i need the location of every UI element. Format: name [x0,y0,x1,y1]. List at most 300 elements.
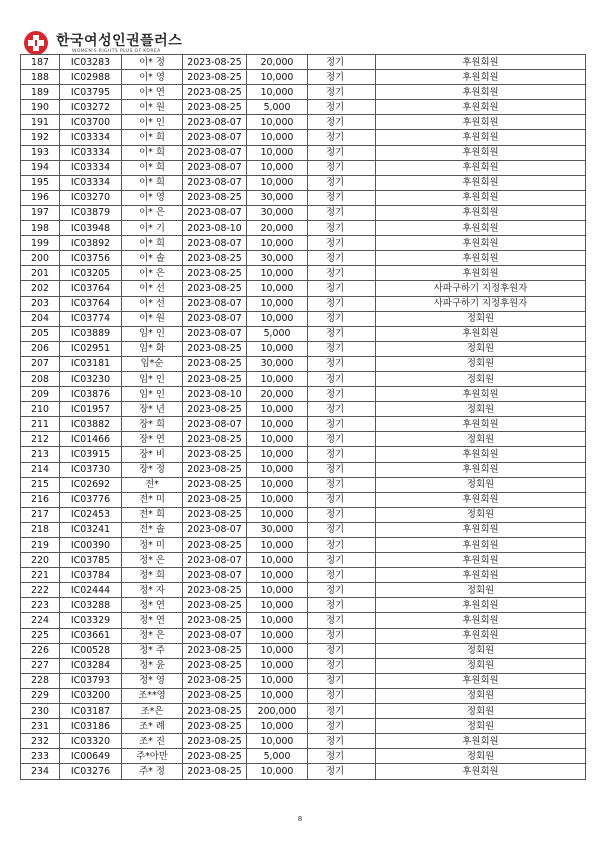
row-number-cell: 229 [21,688,60,703]
member-name-cell: 조* 례 [122,719,183,734]
row-number-cell: 200 [21,251,60,266]
donation-date-cell: 2023-08-25 [183,70,247,85]
donation-date-cell: 2023-08-07 [183,205,247,220]
member-name-cell: 정* 은 [122,553,183,568]
member-name-cell: 이* 원 [122,311,183,326]
donation-type-cell: 정기 [308,507,376,522]
member-id-cell: IC02692 [60,477,122,492]
donation-type-cell: 정기 [308,205,376,220]
donation-amount-cell: 10,000 [247,175,308,190]
row-number-cell: 195 [21,175,60,190]
member-category-cell: 정회원 [376,477,586,492]
member-id-cell: IC02988 [60,70,122,85]
table-row [21,749,586,764]
row-number-cell: 201 [21,266,60,281]
member-name-cell: 이* 희 [122,130,183,145]
row-number-cell: 221 [21,568,60,583]
donation-type-cell: 정기 [308,341,376,356]
member-id-cell: IC03205 [60,266,122,281]
donation-amount-cell: 10,000 [247,492,308,507]
table-row [21,673,586,688]
table-row [21,100,586,115]
member-id-cell: IC03270 [60,190,122,205]
donation-type-cell: 정기 [308,326,376,341]
member-id-cell: IC03882 [60,417,122,432]
donation-type-cell: 정기 [308,281,376,296]
member-id-cell: IC03764 [60,296,122,311]
row-number-cell: 234 [21,764,60,779]
member-category-cell: 후원회원 [376,522,586,537]
row-number-cell: 191 [21,115,60,130]
donation-type-cell: 정기 [308,130,376,145]
table-row [21,221,586,236]
member-id-cell: IC03879 [60,205,122,220]
member-name-cell: 정* 연 [122,598,183,613]
row-number-cell: 193 [21,145,60,160]
member-category-cell: 정회원 [376,688,586,703]
member-category-cell: 후원회원 [376,628,586,643]
member-name-cell: 정* 미 [122,538,183,553]
donation-type-cell: 정기 [308,719,376,734]
row-number-cell: 218 [21,522,60,537]
table-row [21,522,586,537]
member-category-cell: 정회원 [376,402,586,417]
member-name-cell: 임* 인 [122,371,183,386]
member-category-cell: 정회원 [376,719,586,734]
table-row [21,658,586,673]
donation-amount-cell: 10,000 [247,115,308,130]
donation-amount-cell: 10,000 [247,341,308,356]
donation-date-cell: 2023-08-25 [183,190,247,205]
row-number-cell: 202 [21,281,60,296]
row-number-cell: 192 [21,130,60,145]
donation-type-cell: 정기 [308,221,376,236]
donation-date-cell: 2023-08-25 [183,749,247,764]
member-category-cell: 후원회원 [376,417,586,432]
member-category-cell: 후원회원 [376,492,586,507]
row-number-cell: 222 [21,583,60,598]
donation-amount-cell: 30,000 [247,190,308,205]
table-row [21,387,586,402]
row-number-cell: 228 [21,673,60,688]
table-row [21,236,586,251]
donation-date-cell: 2023-08-25 [183,598,247,613]
member-id-cell: IC03948 [60,221,122,236]
donation-date-cell: 2023-08-25 [183,266,247,281]
donation-date-cell: 2023-08-25 [183,356,247,371]
table-row [21,311,586,326]
row-number-cell: 215 [21,477,60,492]
donation-date-cell: 2023-08-25 [183,658,247,673]
donation-amount-cell: 5,000 [247,326,308,341]
donation-date-cell: 2023-08-25 [183,688,247,703]
row-number-cell: 206 [21,341,60,356]
donation-amount-cell: 10,000 [247,553,308,568]
donation-type-cell: 정기 [308,115,376,130]
member-id-cell: IC03276 [60,764,122,779]
donation-amount-cell: 20,000 [247,55,308,70]
logo-subtext: WOMEN'S RIGHTS PLUS OF KOREA [72,49,161,54]
donation-type-cell: 정기 [308,492,376,507]
member-id-cell: IC03334 [60,160,122,175]
donation-type-cell: 정기 [308,447,376,462]
donation-amount-cell: 10,000 [247,583,308,598]
member-name-cell: 이* 희 [122,236,183,251]
donation-date-cell: 2023-08-07 [183,236,247,251]
member-name-cell: 정* 은 [122,628,183,643]
donation-date-cell: 2023-08-25 [183,447,247,462]
member-category-cell: 후원회원 [376,190,586,205]
member-name-cell: 임*순 [122,356,183,371]
donation-date-cell: 2023-08-25 [183,432,247,447]
donation-type-cell: 정기 [308,251,376,266]
donation-amount-cell: 10,000 [247,85,308,100]
member-name-cell: 장* 희 [122,417,183,432]
member-category-cell: 후원회원 [376,553,586,568]
donation-type-cell: 정기 [308,734,376,749]
donation-type-cell: 정기 [308,583,376,598]
member-name-cell: 장* 년 [122,402,183,417]
row-number-cell: 190 [21,100,60,115]
donation-type-cell: 정기 [308,236,376,251]
member-name-cell: 전* 미 [122,492,183,507]
member-category-cell: 후원회원 [376,387,586,402]
member-name-cell: 조* 진 [122,734,183,749]
member-category-cell: 후원회원 [376,462,586,477]
member-category-cell: 정회원 [376,658,586,673]
member-category-cell: 정회원 [376,356,586,371]
member-id-cell: IC03764 [60,281,122,296]
member-category-cell: 정회원 [376,311,586,326]
member-category-cell: 후원회원 [376,100,586,115]
table-row [21,356,586,371]
member-id-cell: IC03876 [60,387,122,402]
member-name-cell: 정* 주 [122,643,183,658]
donation-type-cell: 정기 [308,432,376,447]
member-name-cell: 이* 영 [122,70,183,85]
donation-amount-cell: 20,000 [247,387,308,402]
member-id-cell: IC03334 [60,175,122,190]
donation-type-cell: 정기 [308,145,376,160]
table-row [21,764,586,779]
row-number-cell: 207 [21,356,60,371]
row-number-cell: 210 [21,402,60,417]
member-name-cell: 전* 희 [122,507,183,522]
member-category-cell: 후원회원 [376,175,586,190]
member-id-cell: IC01466 [60,432,122,447]
donation-type-cell: 정기 [308,356,376,371]
member-name-cell: 이* 인 [122,115,183,130]
table-row [21,447,586,462]
member-category-cell: 사파구하기 지정후원자 [376,281,586,296]
member-category-cell: 후원회원 [376,205,586,220]
member-name-cell: 정* 영 [122,673,183,688]
member-name-cell: 주*아만 [122,749,183,764]
member-category-cell: 후원회원 [376,266,586,281]
row-number-cell: 224 [21,613,60,628]
member-name-cell: 정* 희 [122,568,183,583]
donation-type-cell: 정기 [308,160,376,175]
donation-amount-cell: 5,000 [247,749,308,764]
row-number-cell: 189 [21,85,60,100]
donation-amount-cell: 30,000 [247,356,308,371]
row-number-cell: 231 [21,719,60,734]
donation-amount-cell: 20,000 [247,221,308,236]
donation-type-cell: 정기 [308,311,376,326]
member-category-cell: 후원회원 [376,538,586,553]
member-name-cell: 정* 연 [122,613,183,628]
row-number-cell: 197 [21,205,60,220]
donation-amount-cell: 10,000 [247,417,308,432]
member-category-cell: 후원회원 [376,130,586,145]
table-row [21,704,586,719]
member-name-cell: 장* 정 [122,462,183,477]
member-id-cell: IC03334 [60,145,122,160]
donation-type-cell: 정기 [308,266,376,281]
donation-type-cell: 정기 [308,55,376,70]
donation-amount-cell: 10,000 [247,719,308,734]
donation-amount-cell: 10,000 [247,145,308,160]
table-row [21,402,586,417]
donation-date-cell: 2023-08-25 [183,402,247,417]
member-id-cell: IC03661 [60,628,122,643]
donation-date-cell: 2023-08-25 [183,462,247,477]
member-name-cell: 주* 정 [122,764,183,779]
donation-date-cell: 2023-08-07 [183,628,247,643]
member-category-cell: 정회원 [376,583,586,598]
donation-amount-cell: 10,000 [247,673,308,688]
member-id-cell: IC01957 [60,402,122,417]
donation-amount-cell: 10,000 [247,371,308,386]
row-number-cell: 226 [21,643,60,658]
donation-date-cell: 2023-08-25 [183,583,247,598]
donation-date-cell: 2023-08-07 [183,145,247,160]
donation-date-cell: 2023-08-07 [183,553,247,568]
row-number-cell: 217 [21,507,60,522]
member-id-cell: IC02444 [60,583,122,598]
member-id-cell: IC03774 [60,311,122,326]
row-number-cell: 205 [21,326,60,341]
member-category-cell: 정회원 [376,432,586,447]
donation-date-cell: 2023-08-25 [183,613,247,628]
member-name-cell: 이* 희 [122,175,183,190]
member-category-cell: 정회원 [376,341,586,356]
member-id-cell: IC03186 [60,719,122,734]
member-id-cell: IC03272 [60,100,122,115]
member-id-cell: IC00390 [60,538,122,553]
table-row [21,130,586,145]
donation-type-cell: 정기 [308,538,376,553]
member-name-cell: 이* 연 [122,85,183,100]
donation-amount-cell: 10,000 [247,236,308,251]
member-name-cell: 이* 원 [122,100,183,115]
member-category-cell: 정회원 [376,749,586,764]
donation-amount-cell: 10,000 [247,568,308,583]
donation-date-cell: 2023-08-25 [183,734,247,749]
donation-date-cell: 2023-08-07 [183,522,247,537]
table-row [21,190,586,205]
donation-date-cell: 2023-08-07 [183,296,247,311]
donation-date-cell: 2023-08-07 [183,130,247,145]
donation-date-cell: 2023-08-25 [183,492,247,507]
donation-date-cell: 2023-08-25 [183,55,247,70]
member-category-cell: 후원회원 [376,764,586,779]
member-id-cell: IC03181 [60,356,122,371]
donation-amount-cell: 200,000 [247,704,308,719]
row-number-cell: 198 [21,221,60,236]
member-category-cell: 후원회원 [376,613,586,628]
member-name-cell: 이* 은 [122,266,183,281]
row-number-cell: 209 [21,387,60,402]
donation-type-cell: 정기 [308,371,376,386]
table-row [21,432,586,447]
member-id-cell: IC03329 [60,613,122,628]
donation-date-cell: 2023-08-25 [183,85,247,100]
row-number-cell: 232 [21,734,60,749]
donation-type-cell: 정기 [308,100,376,115]
donation-date-cell: 2023-08-25 [183,704,247,719]
donation-date-cell: 2023-08-25 [183,281,247,296]
donation-type-cell: 정기 [308,628,376,643]
member-category-cell: 후원회원 [376,221,586,236]
donation-amount-cell: 10,000 [247,764,308,779]
member-category-cell: 정회원 [376,704,586,719]
member-name-cell: 임* 인 [122,387,183,402]
donation-type-cell: 정기 [308,658,376,673]
donation-date-cell: 2023-08-25 [183,538,247,553]
table-row [21,145,586,160]
donation-date-cell: 2023-08-25 [183,764,247,779]
member-category-cell: 후원회원 [376,568,586,583]
member-id-cell: IC03187 [60,704,122,719]
donation-type-cell: 정기 [308,749,376,764]
member-id-cell: IC03334 [60,130,122,145]
member-name-cell: 이* 은 [122,205,183,220]
donation-amount-cell: 10,000 [247,734,308,749]
member-category-cell: 후원회원 [376,70,586,85]
donation-date-cell: 2023-08-07 [183,417,247,432]
member-category-cell: 후원회원 [376,145,586,160]
donation-date-cell: 2023-08-25 [183,507,247,522]
table-row [21,266,586,281]
member-category-cell: 후원회원 [376,326,586,341]
row-number-cell: 211 [21,417,60,432]
row-number-cell: 203 [21,296,60,311]
donation-type-cell: 정기 [308,613,376,628]
donation-type-cell: 정기 [308,764,376,779]
row-number-cell: 199 [21,236,60,251]
donation-date-cell: 2023-08-25 [183,477,247,492]
member-name-cell: 임* 화 [122,341,183,356]
donation-date-cell: 2023-08-10 [183,221,247,236]
member-name-cell: 전* [122,477,183,492]
member-name-cell: 전* 솔 [122,522,183,537]
donation-amount-cell: 10,000 [247,643,308,658]
table-row [21,251,586,266]
donation-date-cell: 2023-08-25 [183,643,247,658]
table-row [21,477,586,492]
donation-date-cell: 2023-08-25 [183,341,247,356]
table-row [21,160,586,175]
member-name-cell: 이* 영 [122,190,183,205]
table-row [21,70,586,85]
member-category-cell: 후원회원 [376,673,586,688]
donation-amount-cell: 5,000 [247,100,308,115]
donation-type-cell: 정기 [308,643,376,658]
donation-amount-cell: 10,000 [247,432,308,447]
donation-amount-cell: 10,000 [247,688,308,703]
member-id-cell: IC03284 [60,658,122,673]
row-number-cell: 230 [21,704,60,719]
table-row [21,115,586,130]
member-id-cell: IC03320 [60,734,122,749]
member-id-cell: IC03889 [60,326,122,341]
donation-amount-cell: 10,000 [247,130,308,145]
member-category-cell: 후원회원 [376,160,586,175]
donation-type-cell: 정기 [308,704,376,719]
donation-amount-cell: 30,000 [247,205,308,220]
donation-date-cell: 2023-08-25 [183,371,247,386]
donation-type-cell: 정기 [308,462,376,477]
row-number-cell: 208 [21,371,60,386]
donation-amount-cell: 10,000 [247,70,308,85]
member-id-cell: IC03288 [60,598,122,613]
member-id-cell: IC03283 [60,55,122,70]
donation-amount-cell: 10,000 [247,402,308,417]
row-number-cell: 225 [21,628,60,643]
table-row [21,688,586,703]
member-category-cell: 후원회원 [376,447,586,462]
table-row [21,568,586,583]
member-category-cell: 후원회원 [376,251,586,266]
table-row [21,175,586,190]
row-number-cell: 213 [21,447,60,462]
donation-type-cell: 정기 [308,85,376,100]
row-number-cell: 214 [21,462,60,477]
table-row [21,205,586,220]
donation-type-cell: 정기 [308,70,376,85]
table-row [21,281,586,296]
member-id-cell: IC03200 [60,688,122,703]
donation-date-cell: 2023-08-07 [183,311,247,326]
table-row [21,538,586,553]
donation-date-cell: 2023-08-07 [183,326,247,341]
donation-type-cell: 정기 [308,190,376,205]
donation-amount-cell: 10,000 [247,598,308,613]
row-number-cell: 233 [21,749,60,764]
table-row [21,417,586,432]
member-name-cell: 조*은 [122,704,183,719]
member-category-cell: 정회원 [376,643,586,658]
member-category-cell: 후원회원 [376,734,586,749]
donation-amount-cell: 10,000 [247,281,308,296]
donation-date-cell: 2023-08-25 [183,251,247,266]
donation-date-cell: 2023-08-10 [183,387,247,402]
row-number-cell: 219 [21,538,60,553]
member-id-cell: IC00649 [60,749,122,764]
donation-type-cell: 정기 [308,387,376,402]
member-name-cell: 이* 희 [122,145,183,160]
member-category-cell: 후원회원 [376,85,586,100]
row-number-cell: 216 [21,492,60,507]
member-category-cell: 후원회원 [376,598,586,613]
donation-date-cell: 2023-08-25 [183,100,247,115]
donation-amount-cell: 10,000 [247,658,308,673]
row-number-cell: 220 [21,553,60,568]
member-id-cell: IC00528 [60,643,122,658]
donation-date-cell: 2023-08-07 [183,115,247,130]
donation-amount-cell: 10,000 [247,477,308,492]
